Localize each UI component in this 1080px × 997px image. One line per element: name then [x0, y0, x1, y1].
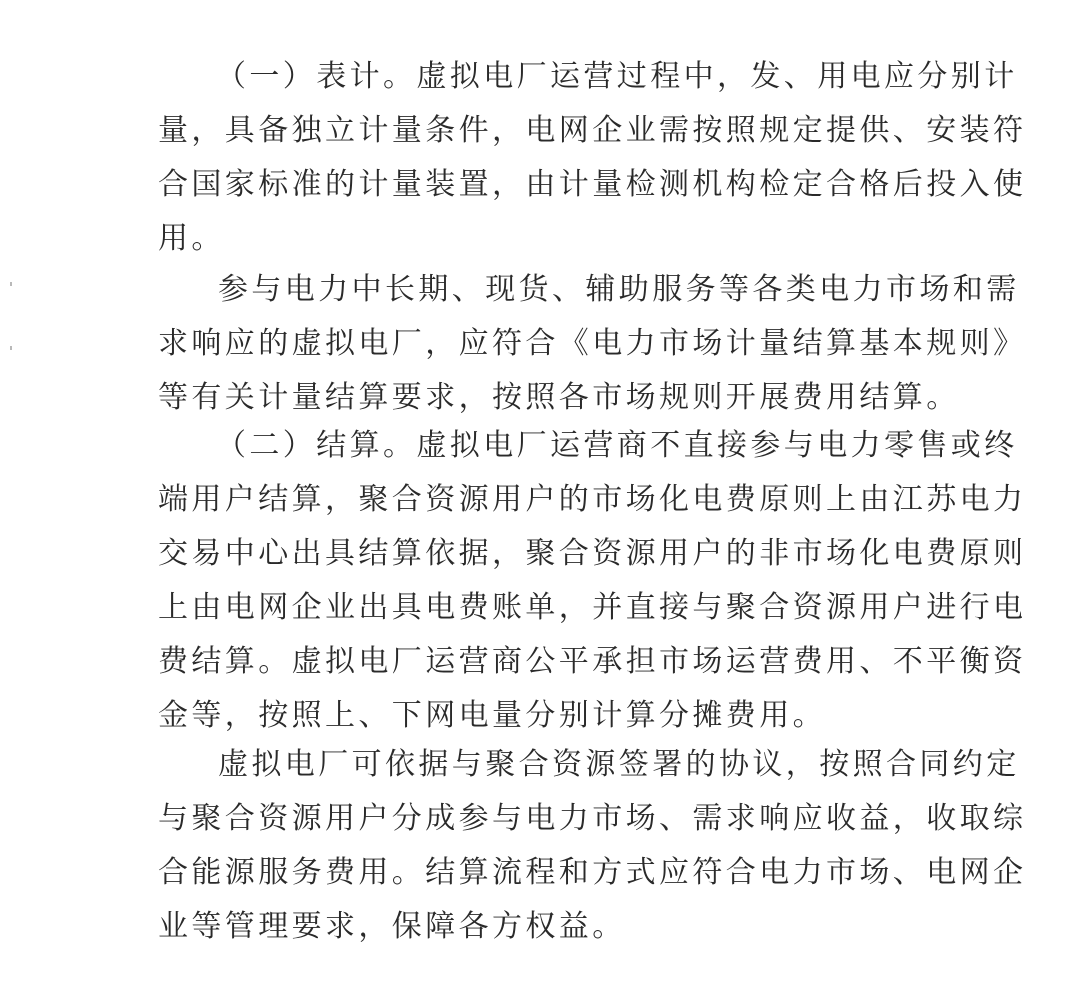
- text-line: 业等管理要求，保障各方权益。: [158, 909, 626, 944]
- section-settlement: [158, 419, 1026, 743]
- text-line: 与聚合资源用户分成参与电力市场、需求响应收益，收取综: [158, 801, 1027, 836]
- paragraph-revenue-sharing: [158, 738, 1026, 954]
- text-line: 合国家标准的计量装置，由计量检测机构检定合格后投入使: [158, 167, 1027, 202]
- text-line: 求响应的虚拟电厂，应符合《电力市场计量结算基本规则》: [158, 326, 1027, 361]
- text-line: 交易中心出具结算依据，聚合资源用户的非市场化电费原则: [158, 536, 1027, 571]
- text-line: 量，具备独立计量条件，电网企业需按照规定提供、安装符: [158, 113, 1027, 148]
- text-line: 等有关计量结算要求，按照各市场规则开展费用结算。: [158, 380, 960, 415]
- section-metering: [158, 50, 1026, 266]
- text-line: 参与电力中长期、现货、辅助服务等各类电力市场和需: [218, 272, 1020, 307]
- text-line: 用。: [158, 221, 225, 256]
- text-line: 费结算。虚拟电厂运营商公平承担市场运营费用、不平衡资: [158, 644, 1027, 679]
- text-line: 虚拟电厂可依据与聚合资源签署的协议，按照合同约定: [218, 747, 1020, 782]
- text-line: （二）结算。虚拟电厂运营商不直接参与电力零售或终: [216, 428, 1018, 463]
- text-line: （一）表计。虚拟电厂运营过程中，发、用电应分别计: [216, 59, 1018, 94]
- text-line: 合能源服务费用。结算流程和方式应符合电力市场、电网企: [158, 855, 1027, 890]
- scan-speck: [10, 282, 12, 286]
- scan-speck: [10, 346, 12, 350]
- text-line: 金等，按照上、下网电量分别计算分摊费用。: [158, 698, 826, 733]
- paragraph-market-settlement: [158, 263, 1026, 425]
- text-line: 上由电网企业出具电费账单，并直接与聚合资源用户进行电: [158, 590, 1027, 625]
- text-line: 端用户结算，聚合资源用户的市场化电费原则上由江苏电力: [158, 482, 1027, 517]
